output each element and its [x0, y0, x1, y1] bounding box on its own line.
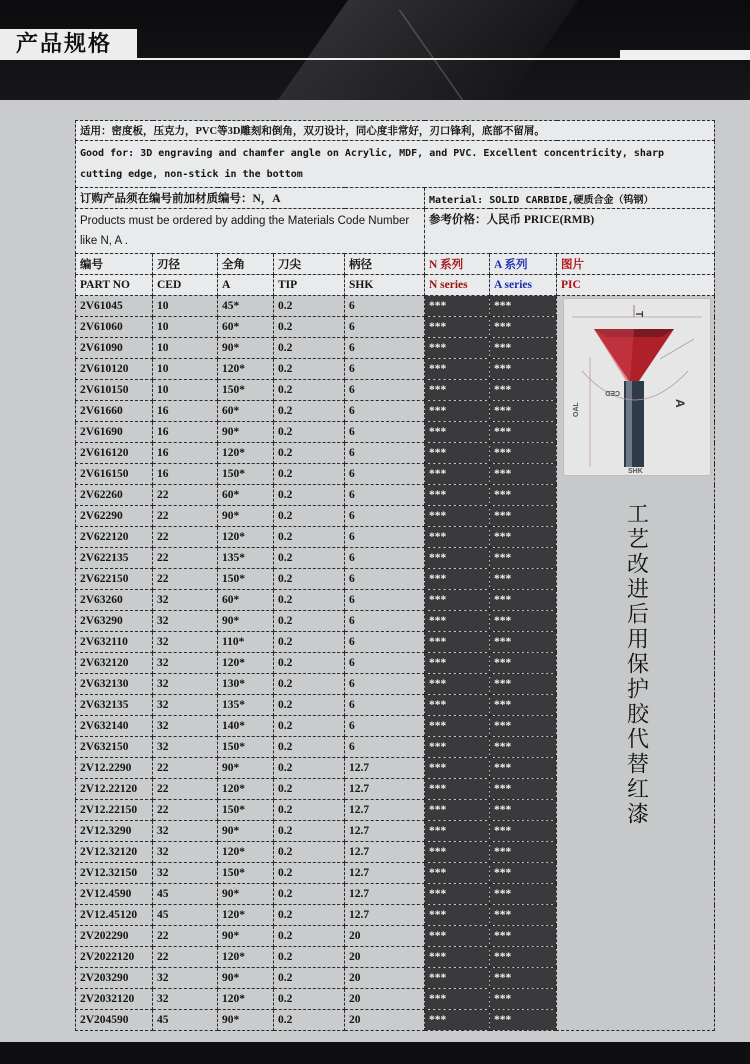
cell-tip: 0.2 — [274, 443, 345, 464]
cell-n-series: *** — [425, 485, 490, 506]
cell-ced: 32 — [153, 716, 218, 737]
cell-shk: 6 — [345, 716, 425, 737]
cell-a-series: *** — [490, 359, 557, 380]
cell-a-series: *** — [490, 905, 557, 926]
cell-shk: 6 — [345, 737, 425, 758]
cell-ced: 45 — [153, 905, 218, 926]
cell-part-no: 2V2032120 — [76, 989, 153, 1010]
cell-angle: 120* — [218, 947, 274, 968]
cell-ced: 22 — [153, 758, 218, 779]
cell-ced: 16 — [153, 401, 218, 422]
cell-a-series: *** — [490, 569, 557, 590]
cell-angle: 150* — [218, 380, 274, 401]
cell-tip: 0.2 — [274, 737, 345, 758]
cell-tip: 0.2 — [274, 401, 345, 422]
cell-shk: 12.7 — [345, 863, 425, 884]
footer-bar — [0, 1042, 750, 1064]
cell-a-series: *** — [490, 422, 557, 443]
cell-a-series: *** — [490, 674, 557, 695]
cell-shk: 6 — [345, 506, 425, 527]
cell-part-no: 2V12.45120 — [76, 905, 153, 926]
cell-a-series: *** — [490, 548, 557, 569]
cell-angle: 140* — [218, 716, 274, 737]
cell-a-series: *** — [490, 485, 557, 506]
cell-shk: 6 — [345, 338, 425, 359]
cell-part-no: 2V61660 — [76, 401, 153, 422]
page-title: 产品规格 — [0, 29, 137, 60]
cell-ced: 22 — [153, 800, 218, 821]
header-en-row — [76, 275, 715, 296]
cell-shk: 6 — [345, 485, 425, 506]
cell-tip: 0.2 — [274, 317, 345, 338]
cell-shk: 20 — [345, 947, 425, 968]
cell-tip: 0.2 — [274, 632, 345, 653]
cell-n-series: *** — [425, 359, 490, 380]
cell-tip: 0.2 — [274, 821, 345, 842]
shk-label: SHK — [628, 468, 643, 475]
col-header-tip-cn: 刀尖 — [274, 254, 345, 275]
cell-n-series: *** — [425, 380, 490, 401]
cell-shk: 12.7 — [345, 884, 425, 905]
cell-angle: 90* — [218, 758, 274, 779]
col-header-shk: SHK — [345, 275, 425, 296]
cell-angle: 135* — [218, 548, 274, 569]
cell-angle: 90* — [218, 926, 274, 947]
cell-part-no: 2V202290 — [76, 926, 153, 947]
cell-ced: 10 — [153, 359, 218, 380]
cell-shk: 6 — [345, 632, 425, 653]
cell-angle: 60* — [218, 590, 274, 611]
cell-n-series: *** — [425, 527, 490, 548]
cell-n-series: *** — [425, 716, 490, 737]
cell-part-no: 2V12.22120 — [76, 779, 153, 800]
cell-a-series: *** — [490, 695, 557, 716]
cell-n-series: *** — [425, 926, 490, 947]
angle-label: A — [673, 399, 687, 408]
cell-part-no: 2V63290 — [76, 611, 153, 632]
cell-n-series: *** — [425, 821, 490, 842]
cell-n-series: *** — [425, 506, 490, 527]
cell-part-no: 2V610120 — [76, 359, 153, 380]
cell-angle: 90* — [218, 821, 274, 842]
cell-n-series: *** — [425, 674, 490, 695]
cell-part-no: 2V62290 — [76, 506, 153, 527]
table-row — [76, 296, 715, 317]
cell-angle: 110* — [218, 632, 274, 653]
cell-n-series: *** — [425, 317, 490, 338]
cell-shk: 6 — [345, 653, 425, 674]
cell-part-no: 2V632135 — [76, 695, 153, 716]
ced-label: CED — [605, 389, 620, 396]
cell-n-series: *** — [425, 590, 490, 611]
cell-tip: 0.2 — [274, 905, 345, 926]
cell-a-series: *** — [490, 926, 557, 947]
cell-ced: 22 — [153, 947, 218, 968]
cell-angle: 130* — [218, 674, 274, 695]
order-en: Products must be ordered by adding the Materials Code Number like N, A . — [76, 209, 425, 254]
cell-tip: 0.2 — [274, 338, 345, 359]
cell-tip: 0.2 — [274, 695, 345, 716]
cell-part-no: 2V203290 — [76, 968, 153, 989]
cell-n-series: *** — [425, 884, 490, 905]
cell-a-series: *** — [490, 317, 557, 338]
cell-shk: 6 — [345, 569, 425, 590]
cell-tip: 0.2 — [274, 884, 345, 905]
cell-tip: 0.2 — [274, 527, 345, 548]
cell-a-series: *** — [490, 401, 557, 422]
col-header-n-series-cn: N 系列 — [425, 254, 490, 275]
cell-a-series: *** — [490, 863, 557, 884]
cell-tip: 0.2 — [274, 569, 345, 590]
cell-angle: 150* — [218, 737, 274, 758]
cell-part-no: 2V2022120 — [76, 947, 153, 968]
cell-tip: 0.2 — [274, 947, 345, 968]
cell-a-series: *** — [490, 1010, 557, 1031]
order-en-row — [76, 209, 715, 254]
cell-tip: 0.2 — [274, 842, 345, 863]
cell-tip: 0.2 — [274, 590, 345, 611]
cell-a-series: *** — [490, 947, 557, 968]
col-header-part-no: PART NO — [76, 275, 153, 296]
cell-ced: 32 — [153, 842, 218, 863]
cell-ced: 22 — [153, 527, 218, 548]
cell-ced: 10 — [153, 380, 218, 401]
picture-cell — [557, 296, 715, 1031]
cell-ced: 22 — [153, 569, 218, 590]
cell-ced: 32 — [153, 989, 218, 1010]
col-header-angle-cn: 全角 — [218, 254, 274, 275]
cell-tip: 0.2 — [274, 422, 345, 443]
cell-part-no: 2V632130 — [76, 674, 153, 695]
cell-n-series: *** — [425, 548, 490, 569]
spec-panel — [0, 100, 750, 1042]
cell-ced: 10 — [153, 296, 218, 317]
cell-n-series: *** — [425, 737, 490, 758]
cell-n-series: *** — [425, 863, 490, 884]
cell-angle: 90* — [218, 884, 274, 905]
cell-ced: 32 — [153, 611, 218, 632]
cell-a-series: *** — [490, 443, 557, 464]
cell-a-series: *** — [490, 884, 557, 905]
cell-tip: 0.2 — [274, 548, 345, 569]
cell-tip: 0.2 — [274, 380, 345, 401]
cell-tip: 0.2 — [274, 968, 345, 989]
cell-ced: 32 — [153, 863, 218, 884]
cell-shk: 12.7 — [345, 758, 425, 779]
title-tab — [620, 50, 750, 60]
cell-shk: 12.7 — [345, 779, 425, 800]
cell-shk: 6 — [345, 527, 425, 548]
col-header-a-series: A series — [490, 275, 557, 296]
cell-part-no: 2V12.22150 — [76, 800, 153, 821]
cell-n-series: *** — [425, 779, 490, 800]
cell-a-series: *** — [490, 506, 557, 527]
cell-n-series: *** — [425, 989, 490, 1010]
cell-ced: 32 — [153, 653, 218, 674]
header-cn-row — [76, 254, 715, 275]
tip-label: T — [633, 311, 644, 318]
cell-n-series: *** — [425, 653, 490, 674]
cell-angle: 90* — [218, 611, 274, 632]
cell-n-series: *** — [425, 632, 490, 653]
cell-shk: 6 — [345, 317, 425, 338]
cell-a-series: *** — [490, 296, 557, 317]
cell-part-no: 2V622150 — [76, 569, 153, 590]
cell-n-series: *** — [425, 464, 490, 485]
cell-part-no: 2V61690 — [76, 422, 153, 443]
cell-part-no: 2V632110 — [76, 632, 153, 653]
cell-a-series: *** — [490, 758, 557, 779]
cell-n-series: *** — [425, 422, 490, 443]
spec-table — [75, 120, 715, 1031]
cell-angle: 120* — [218, 359, 274, 380]
cell-tip: 0.2 — [274, 464, 345, 485]
cell-shk: 6 — [345, 611, 425, 632]
cell-shk: 12.7 — [345, 842, 425, 863]
cell-a-series: *** — [490, 380, 557, 401]
cell-tip: 0.2 — [274, 800, 345, 821]
cell-angle: 120* — [218, 779, 274, 800]
cell-ced: 32 — [153, 695, 218, 716]
cell-ced: 16 — [153, 422, 218, 443]
cell-tip: 0.2 — [274, 716, 345, 737]
cell-ced: 22 — [153, 506, 218, 527]
header-bar — [0, 0, 750, 100]
cell-a-series: *** — [490, 842, 557, 863]
cell-n-series: *** — [425, 296, 490, 317]
cell-tip: 0.2 — [274, 779, 345, 800]
cell-tip: 0.2 — [274, 485, 345, 506]
order-row — [76, 188, 715, 209]
cell-part-no: 2V12.4590 — [76, 884, 153, 905]
cell-n-series: *** — [425, 947, 490, 968]
cell-angle: 120* — [218, 527, 274, 548]
usage-cn: 适用：密度板，压克力，PVC等3D雕刻和倒角，双刃设计，同心度非常好，刃口锋利，底部不留屑。 — [76, 121, 715, 141]
cell-n-series: *** — [425, 968, 490, 989]
cell-shk: 12.7 — [345, 821, 425, 842]
col-header-part-no-cn: 编号 — [76, 254, 153, 275]
cell-tip: 0.2 — [274, 989, 345, 1010]
cell-a-series: *** — [490, 737, 557, 758]
col-header-ced: CED — [153, 275, 218, 296]
cell-a-series: *** — [490, 338, 557, 359]
cell-angle: 150* — [218, 863, 274, 884]
cell-ced: 22 — [153, 485, 218, 506]
cell-n-series: *** — [425, 611, 490, 632]
order-cn: 订购产品须在编号前加材质编号：N，A — [76, 188, 425, 209]
cell-a-series: *** — [490, 821, 557, 842]
cell-shk: 6 — [345, 548, 425, 569]
cell-ced: 10 — [153, 338, 218, 359]
oal-label: OAL — [573, 402, 580, 417]
cell-shk: 6 — [345, 401, 425, 422]
cell-n-series: *** — [425, 569, 490, 590]
cell-n-series: *** — [425, 1010, 490, 1031]
cell-ced: 32 — [153, 821, 218, 842]
price: 参考价格：人民币 PRICE(RMB) — [425, 209, 715, 254]
cell-shk: 6 — [345, 464, 425, 485]
cell-shk: 6 — [345, 674, 425, 695]
cell-angle: 150* — [218, 569, 274, 590]
cell-ced: 45 — [153, 1010, 218, 1031]
cell-ced: 32 — [153, 737, 218, 758]
cell-a-series: *** — [490, 989, 557, 1010]
cell-angle: 90* — [218, 338, 274, 359]
col-header-pic: PIC — [557, 275, 715, 296]
cell-a-series: *** — [490, 632, 557, 653]
cell-n-series: *** — [425, 443, 490, 464]
col-header-angle: A — [218, 275, 274, 296]
col-header-ced-cn: 刃径 — [153, 254, 218, 275]
cell-angle: 120* — [218, 653, 274, 674]
cell-n-series: *** — [425, 905, 490, 926]
cell-angle: 120* — [218, 905, 274, 926]
cell-n-series: *** — [425, 401, 490, 422]
cell-ced: 22 — [153, 779, 218, 800]
cell-shk: 6 — [345, 296, 425, 317]
cell-shk: 6 — [345, 695, 425, 716]
cell-angle: 45* — [218, 296, 274, 317]
cell-shk: 6 — [345, 590, 425, 611]
cell-n-series: *** — [425, 800, 490, 821]
col-header-n-series: N series — [425, 275, 490, 296]
cell-angle: 90* — [218, 968, 274, 989]
cell-ced: 32 — [153, 632, 218, 653]
cell-a-series: *** — [490, 779, 557, 800]
cell-part-no: 2V610150 — [76, 380, 153, 401]
cell-angle: 120* — [218, 443, 274, 464]
cell-ced: 45 — [153, 884, 218, 905]
cell-part-no: 2V12.32150 — [76, 863, 153, 884]
process-note: 工艺改进后用保护胶代替红漆 — [623, 502, 649, 827]
usage-en: Good for: 3D engraving and chamfer angle on Acrylic, MDF, and PVC. Excellent concentricity, sharp cutting edge, non-stick in the bottom — [76, 141, 715, 188]
cell-tip: 0.2 — [274, 926, 345, 947]
cell-ced: 22 — [153, 926, 218, 947]
cell-part-no: 2V616150 — [76, 464, 153, 485]
cell-shk: 12.7 — [345, 905, 425, 926]
cell-part-no: 2V632150 — [76, 737, 153, 758]
cell-angle: 60* — [218, 401, 274, 422]
cell-shk: 20 — [345, 926, 425, 947]
cell-shk: 20 — [345, 968, 425, 989]
cell-a-series: *** — [490, 527, 557, 548]
cell-n-series: *** — [425, 758, 490, 779]
col-header-shk-cn: 柄径 — [345, 254, 425, 275]
cell-part-no: 2V632120 — [76, 653, 153, 674]
col-header-tip: TIP — [274, 275, 345, 296]
cell-angle: 60* — [218, 317, 274, 338]
cell-angle: 120* — [218, 989, 274, 1010]
cell-angle: 135* — [218, 695, 274, 716]
cell-shk: 20 — [345, 1010, 425, 1031]
cell-shk: 12.7 — [345, 800, 425, 821]
cell-part-no: 2V12.2290 — [76, 758, 153, 779]
cell-n-series: *** — [425, 338, 490, 359]
cell-part-no: 2V632140 — [76, 716, 153, 737]
product-image — [563, 298, 711, 476]
cell-tip: 0.2 — [274, 1010, 345, 1031]
cell-a-series: *** — [490, 800, 557, 821]
cell-a-series: *** — [490, 653, 557, 674]
cell-tip: 0.2 — [274, 359, 345, 380]
cell-tip: 0.2 — [274, 863, 345, 884]
cell-shk: 6 — [345, 380, 425, 401]
cell-n-series: *** — [425, 695, 490, 716]
cell-shk: 6 — [345, 359, 425, 380]
cell-part-no: 2V622120 — [76, 527, 153, 548]
cell-angle: 120* — [218, 842, 274, 863]
cell-a-series: *** — [490, 716, 557, 737]
col-header-a-series-cn: A 系列 — [490, 254, 557, 275]
cell-angle: 150* — [218, 800, 274, 821]
cell-part-no: 2V12.3290 — [76, 821, 153, 842]
cell-part-no: 2V204590 — [76, 1010, 153, 1031]
cell-a-series: *** — [490, 464, 557, 485]
cell-part-no: 2V63260 — [76, 590, 153, 611]
cell-angle: 60* — [218, 485, 274, 506]
cell-tip: 0.2 — [274, 296, 345, 317]
cell-part-no: 2V622135 — [76, 548, 153, 569]
cell-shk: 6 — [345, 422, 425, 443]
cell-tip: 0.2 — [274, 653, 345, 674]
cell-part-no: 2V61060 — [76, 317, 153, 338]
cell-a-series: *** — [490, 590, 557, 611]
usage-en-row — [76, 141, 715, 188]
cell-shk: 20 — [345, 989, 425, 1010]
cell-tip: 0.2 — [274, 611, 345, 632]
cell-n-series: *** — [425, 842, 490, 863]
cell-a-series: *** — [490, 611, 557, 632]
cell-angle: 150* — [218, 464, 274, 485]
cell-ced: 32 — [153, 968, 218, 989]
cell-angle: 90* — [218, 422, 274, 443]
cell-ced: 16 — [153, 464, 218, 485]
cell-tip: 0.2 — [274, 758, 345, 779]
cell-a-series: *** — [490, 968, 557, 989]
cell-part-no: 2V61090 — [76, 338, 153, 359]
col-header-pic-cn: 图片 — [557, 254, 715, 275]
material: Material: SOLID CARBIDE,硬质合金（钨钢） — [425, 188, 715, 209]
cell-tip: 0.2 — [274, 674, 345, 695]
cell-ced: 32 — [153, 674, 218, 695]
cell-tip: 0.2 — [274, 506, 345, 527]
usage-cn-row — [76, 121, 715, 141]
cell-ced: 32 — [153, 590, 218, 611]
cell-shk: 6 — [345, 443, 425, 464]
cell-ced: 10 — [153, 317, 218, 338]
cell-ced: 16 — [153, 443, 218, 464]
cell-part-no: 2V61045 — [76, 296, 153, 317]
cell-angle: 90* — [218, 1010, 274, 1031]
cell-part-no: 2V12.32120 — [76, 842, 153, 863]
cell-ced: 22 — [153, 548, 218, 569]
cell-angle: 90* — [218, 506, 274, 527]
cell-part-no: 2V616120 — [76, 443, 153, 464]
cell-part-no: 2V62260 — [76, 485, 153, 506]
